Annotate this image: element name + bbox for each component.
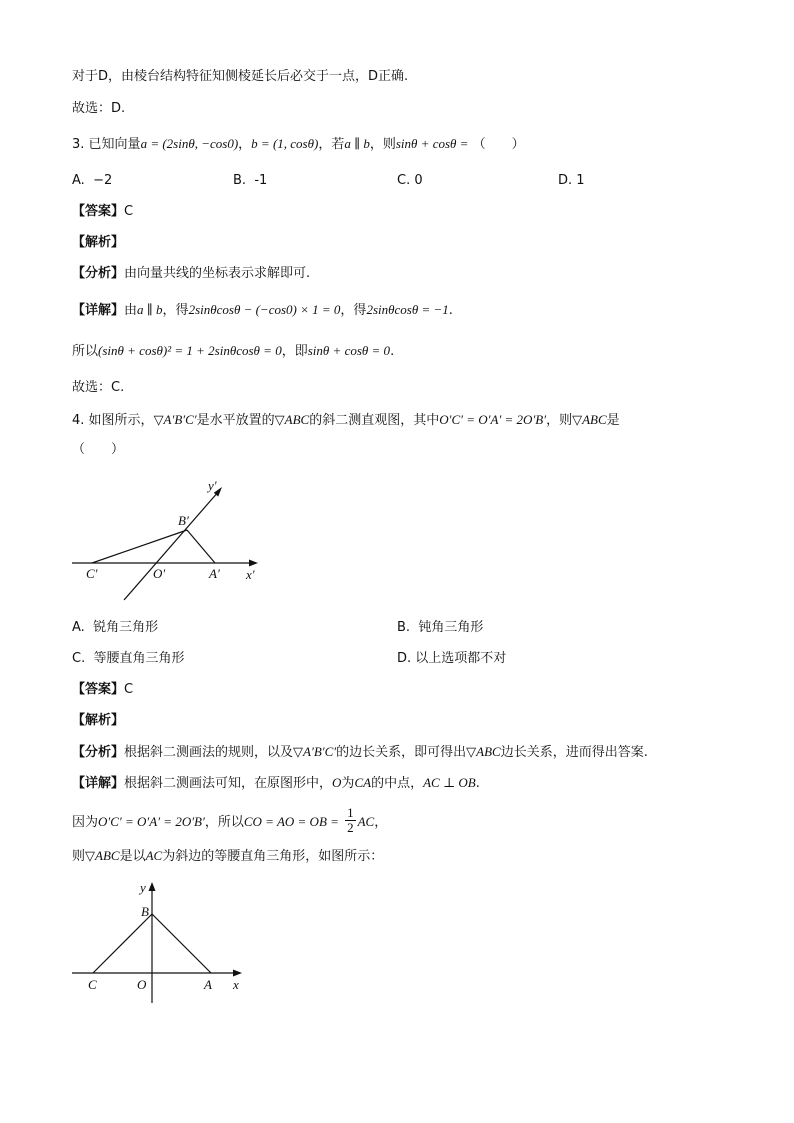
label-y: y [140, 880, 146, 895]
oblique-diagram [72, 478, 292, 608]
q3-option-a: A. −2 [72, 173, 113, 188]
label-c-prime: C′ [86, 566, 98, 581]
q3-option-d: D. 1 [558, 173, 585, 188]
label-b: B [141, 904, 149, 919]
label-x-prime: x′ [246, 567, 255, 582]
q4-option-a: A. 锐角三角形 [72, 620, 159, 635]
label-c: C [88, 977, 97, 992]
q4-then: 则▽ABC是以AC为斜边的等腰直角三角形，如图所示： [72, 848, 384, 864]
label-o-prime: O′ [153, 566, 166, 581]
q3-cond-pre: ，若 [318, 137, 345, 152]
q3-vector-b-def: b = (1, cosθ) [251, 136, 319, 151]
q4-option-d: D. 以上选项都不对 [397, 651, 507, 666]
q3-option-b: B. -1 [233, 173, 268, 188]
q3-stem [72, 135, 525, 154]
q4-fenxi: 【分析】根据斜二测画法的规则，以及▽A′B′C′的边长关系，即可得出▽ABC边长关系，进而得出答案. [72, 744, 648, 760]
q4-answer: 【答案】C [72, 682, 134, 697]
edge-b-a [152, 914, 211, 973]
x-prime-arrow [249, 560, 258, 567]
d-option-conclusion: 对于D，由棱台结构特征知侧棱延长后必交于一点，D正确. [72, 69, 409, 84]
original-diagram [72, 876, 262, 1006]
q4-option-c: C. 等腰直角三角形 [72, 651, 185, 666]
q3-analysis-tag: 【解析】 [72, 235, 125, 250]
label-y-prime: y′ [208, 478, 217, 493]
q4-analysis-tag: 【解析】 [72, 713, 125, 728]
choose-d: 故选：D. [72, 101, 126, 116]
q3-cond-post: ，则 [369, 137, 396, 152]
label-o: O [137, 977, 147, 992]
q3-ask-expr: sinθ + cosθ = [395, 136, 469, 151]
q3-stem-text: 已知向量 [88, 137, 141, 152]
q4-stem: 4. 如图所示，▽A′B′C′是水平放置的▽ABC的斜二测直观图，其中O′C′ = O′A′ = 2O′B′，则▽ABC是 [72, 412, 620, 428]
edge-b-a [187, 530, 215, 563]
label-a: A [204, 977, 212, 992]
q3-vector-a-def: a = (2sinθ, −cos0) [140, 136, 239, 151]
q3-detail-line2: 所以(sinθ + cosθ)² = 1 + 2sinθcosθ = 0，即sinθ + cosθ = 0. [72, 343, 395, 359]
q3-parallel-cond: a ∥ b [344, 136, 370, 151]
q3-sep: ， [238, 137, 252, 152]
label-x: x [233, 977, 239, 992]
q3-option-c: C. 0 [397, 173, 423, 188]
edge-c-b [93, 914, 152, 973]
label-b-prime: B′ [178, 513, 189, 528]
y-prime-axis [124, 491, 219, 600]
q4-detail: 【详解】根据斜二测画法可知，在原图形中，O为CA的中点，AC ⊥ OB. [72, 775, 480, 791]
q3-choose: 故选：C. [72, 380, 125, 395]
label-a-prime: A′ [209, 566, 220, 581]
q3-number: 3. [72, 137, 85, 152]
q4-option-b: B. 钝角三角形 [397, 620, 484, 635]
q3-answer: 【答案】C [72, 204, 134, 219]
edge-c-b [92, 530, 187, 563]
q4-because: 因为O′C′ = O′A′ = 2O′B′，所以CO = AO = OB = $\frac{1}{2}$ AC， [72, 805, 388, 835]
q3-paren: （ ） [472, 137, 525, 152]
q4-paren: （ ） [72, 442, 125, 457]
q3-fenxi: 【分析】由向量共线的坐标表示求解即可. [72, 266, 311, 281]
y-arrow [149, 882, 156, 891]
q3-detail: 【详解】由a ∥ b，得2sinθcosθ − (−cos0) × 1 = 0，得2sinθcosθ = −1. [72, 302, 453, 318]
fraction-one-half: $\frac{1}{2}$ [347, 805, 354, 835]
x-arrow [233, 970, 242, 977]
